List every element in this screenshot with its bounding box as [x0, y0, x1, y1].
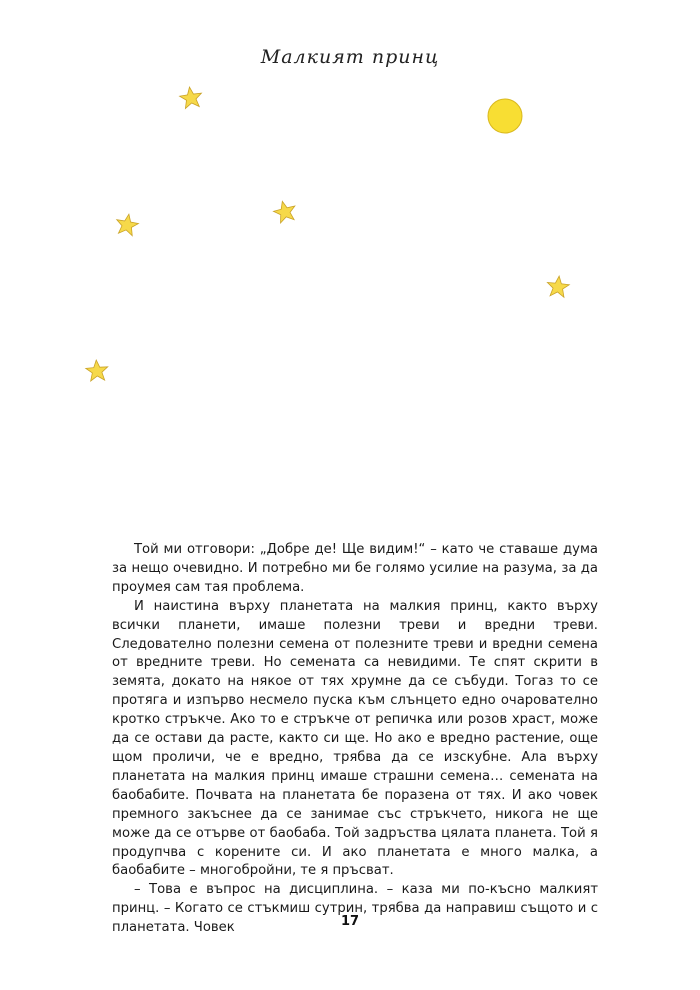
- star-icon: [272, 199, 298, 224]
- star-icon: [115, 212, 140, 236]
- paragraph: Той ми отговори: „Добре де! Ще видим!“ – като че ставаше дума за нещо очевидно. И потребно ми бе голямо усилие на разума, за да проумея сам тая проблема.: [112, 542, 598, 595]
- page-number: 17: [340, 914, 360, 929]
- sun-icon: [488, 99, 522, 133]
- paragraph: – Това е въпрос на дисциплина. – каза ми по-късно малкият принц. – Когато се стъкмиш сутрин, трябва да направиш същото и с планетата. Човек: [112, 882, 598, 936]
- running-title: Малкият принц: [260, 46, 440, 68]
- star-icon: [179, 86, 204, 109]
- paragraph: И наистина върху планетата на малкия принц, както върху всички планети, имаше полезни треви и вредни треви. Следователно полезни семена от полезните треви и вредни семена от вредните треви. Но семената са невидими. Те спят скрити в земята, докато на някое от тях хрумне да се събуди. Тогаз то се протяга и изпърво несмело пуска към слънцето едно очарователно кротко стръкче. Ако то е стръкче от репичка или розов храст, може да се остави да расте, както си ще. Но ако е вредно растение, още щом проличи, че е вредно, трябва да се изскубне. Ала върху планетата на малкия принц имаше страшни семена… семената на баобабите. Почвата на планетата бе поразена от тях. И ако човек премного закъснее да се занимае със стръкчето, никога не ще може да се отърве от баобаба. Той задръства цялата планета. Той я продупчва с корените си. И ако планетата е много малка, а баобабите – многобройни, те я пръсват.: [112, 598, 598, 879]
- star-icon: [546, 275, 570, 298]
- body-text: [112, 541, 598, 938]
- star-icon: [85, 359, 108, 381]
